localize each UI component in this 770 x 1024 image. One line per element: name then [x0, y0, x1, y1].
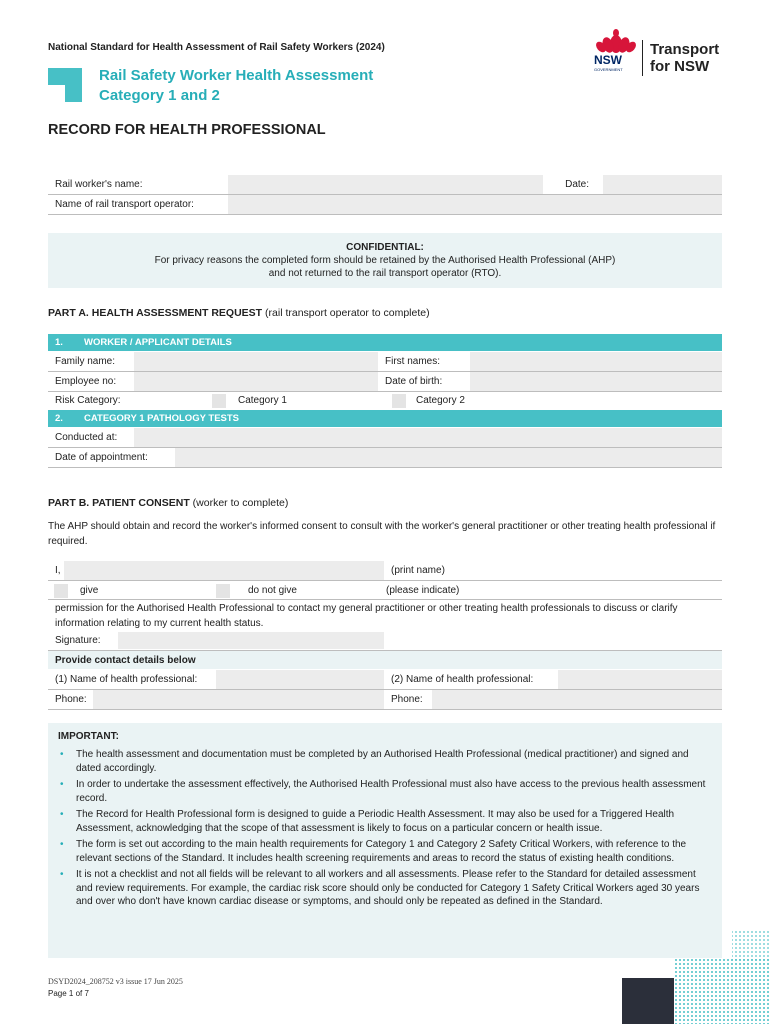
- important-item: • The Record for Health Professional form is designed to guide a Periodic Health Assessment. It may also be used for a Triggered Health Assessment, acknowledging that the scope of that assessment is likely to focus on a particular concern or health issue.: [60, 809, 675, 834]
- divider: [48, 580, 722, 581]
- page-number: Page 1 of 7: [48, 989, 89, 998]
- print-name-field[interactable]: [64, 561, 384, 580]
- record-title: RECORD FOR HEALTH PROFESSIONAL: [48, 122, 326, 138]
- part-a-title: [48, 307, 430, 319]
- employee-row: [48, 372, 722, 391]
- dob-field[interactable]: [470, 372, 722, 391]
- title-mark-icon: [48, 68, 82, 102]
- section-2-header: [48, 410, 722, 427]
- title-line-1: Rail Safety Worker Health Assessment: [99, 67, 374, 84]
- first-names-field[interactable]: [470, 352, 722, 371]
- logo-divider: [642, 40, 643, 76]
- section-1-number: 1.: [55, 337, 63, 348]
- important-title: IMPORTANT:: [58, 731, 119, 742]
- divider: [48, 467, 722, 468]
- operator-field[interactable]: [228, 195, 722, 214]
- give-row: [48, 582, 722, 599]
- date-label: Date:: [565, 179, 589, 190]
- transport-logo-text: [650, 41, 719, 75]
- confidential-title: CONFIDENTIAL:: [346, 242, 424, 253]
- nsw-government-text: GOVERNMENT: [594, 67, 623, 72]
- family-name-label: Family name:: [55, 356, 116, 367]
- give-label: give: [80, 585, 99, 596]
- appointment-row: [48, 448, 722, 467]
- bullet-icon: •: [60, 809, 64, 820]
- part-b-title: [48, 497, 288, 509]
- conducted-at-row: [48, 428, 722, 447]
- important-item: • It is not a checklist and not all fields will be relevant to all workers and all assessments. Please refer to the Standard for detailed assessment and review requirements. For example, the cardiac risk score should only be conducted for Category 1 Safety Critical Workers aged 30 years and over who don't have known cardiac disease or symptoms, and should only be repeated as defined in the Standard.: [60, 869, 700, 907]
- section-1-title: WORKER / APPLICANT DETAILS: [84, 337, 232, 348]
- print-name-label: (print name): [391, 565, 445, 576]
- hp-name-row: [48, 670, 722, 689]
- dob-label: Date of birth:: [385, 376, 443, 387]
- appointment-date-field[interactable]: [175, 448, 722, 467]
- hp1-name-field[interactable]: [216, 670, 384, 689]
- please-indicate-label: (please indicate): [386, 585, 460, 596]
- i-label: I,: [55, 565, 61, 576]
- page-title: [99, 66, 373, 106]
- section-2-number: 2.: [55, 413, 63, 424]
- signature-label: Signature:: [55, 635, 101, 646]
- category-1-label: Category 1: [238, 395, 287, 406]
- logo-brand-line-1: Transport: [650, 41, 720, 58]
- permission-text: permission for the Authorised Health Professional to contact my general practitioner or other treating health professionals to discuss or clarify information relating to my current health status.: [55, 603, 678, 629]
- date-field[interactable]: [603, 175, 722, 194]
- divider: [48, 214, 722, 215]
- conducted-at-label: Conducted at:: [55, 432, 118, 443]
- employee-no-label: Employee no:: [55, 376, 117, 387]
- contact-header: [48, 651, 722, 669]
- important-item: • The form is set out according to the main health requirements for Category 1 and Category 2 Safety Critical Workers, with reference to the relevant sections of the Standard. It includes health screening requirements and areas to record the status of existing health conditions.: [60, 839, 687, 864]
- title-line-2: Category 1 and 2: [99, 87, 220, 104]
- signature-row: [48, 632, 722, 649]
- doc-id: DSYD2024_208752 v3 issue 17 Jun 2025: [48, 977, 183, 986]
- standard-header: National Standard for Health Assessment of Rail Safety Workers (2024): [48, 42, 385, 53]
- worker-name-field[interactable]: [228, 175, 543, 194]
- phone2-field[interactable]: [432, 690, 722, 709]
- part-b-subtitle: (worker to complete): [192, 497, 289, 509]
- conducted-at-field[interactable]: [134, 428, 722, 447]
- important-box: [48, 723, 722, 958]
- phone1-field[interactable]: [93, 690, 384, 709]
- confidential-notice: [48, 233, 722, 288]
- hp1-name-label: (1) Name of health professional:: [55, 674, 198, 685]
- part-b-heading: PART B. PATIENT CONSENT: [48, 497, 190, 509]
- part-b-intro: The AHP should obtain and record the worker's informed consent to consult with the worker's general practitioner or other treating health professional if required.: [48, 521, 716, 547]
- divider: [48, 599, 722, 600]
- risk-category-row: [48, 392, 722, 409]
- phone-row: [48, 690, 722, 709]
- hp2-name-label: (2) Name of health professional:: [391, 674, 534, 685]
- category-2-checkbox[interactable]: [392, 394, 406, 408]
- section-2-title: CATEGORY 1 PATHOLOGY TESTS: [84, 413, 240, 424]
- contact-header-label: Provide contact details below: [55, 654, 196, 666]
- bullet-icon: •: [60, 779, 64, 790]
- phone1-label: Phone:: [55, 694, 87, 705]
- give-checkbox[interactable]: [54, 584, 68, 598]
- category-1-checkbox[interactable]: [212, 394, 226, 408]
- bullet-icon: •: [60, 869, 64, 880]
- operator-label: Name of rail transport operator:: [55, 199, 194, 210]
- part-a-subtitle: (rail transport operator to complete): [265, 307, 430, 319]
- part-a-heading: PART A. HEALTH ASSESSMENT REQUEST: [48, 307, 263, 319]
- category-2-label: Category 2: [416, 395, 465, 406]
- family-name-row: [48, 352, 722, 371]
- appointment-date-label: Date of appointment:: [55, 452, 148, 463]
- employee-no-field[interactable]: [134, 372, 378, 391]
- waratah-logo-icon: [594, 28, 638, 54]
- confidential-line-1: For privacy reasons the completed form should be retained by the Authorised Health Professional (AHP): [154, 255, 616, 266]
- worker-name-row: [48, 175, 722, 194]
- confidential-line-2: and not returned to the rail transport operator (RTO).: [268, 268, 502, 279]
- important-item: • The health assessment and documentation must be completed by an Authorised Health Professional (medical practitioner) and signed and dated accordingly.: [60, 749, 689, 774]
- do-not-give-checkbox[interactable]: [216, 584, 230, 598]
- first-names-label: First names:: [385, 356, 441, 367]
- bullet-icon: •: [60, 749, 64, 760]
- hp2-name-field[interactable]: [558, 670, 722, 689]
- bullet-icon: •: [60, 839, 64, 850]
- corner-pattern-icon: [622, 930, 770, 1024]
- phone2-label: Phone:: [391, 694, 423, 705]
- do-not-give-label: do not give: [248, 585, 297, 596]
- nsw-logo-text: NSW: [594, 53, 622, 67]
- risk-category-label: Risk Category:: [55, 395, 121, 406]
- print-name-row: [48, 561, 722, 580]
- important-item: • In order to undertake the assessment effectively, the Authorised Health Professional must also have access to the previous health assessment record.: [60, 779, 706, 804]
- divider: [48, 709, 722, 710]
- worker-name-label: Rail worker's name:: [55, 179, 143, 190]
- family-name-field[interactable]: [134, 352, 378, 371]
- operator-row: [48, 195, 722, 214]
- section-1-header: [48, 334, 722, 351]
- logo-brand-line-2: for NSW: [650, 58, 710, 75]
- signature-field[interactable]: [118, 632, 384, 649]
